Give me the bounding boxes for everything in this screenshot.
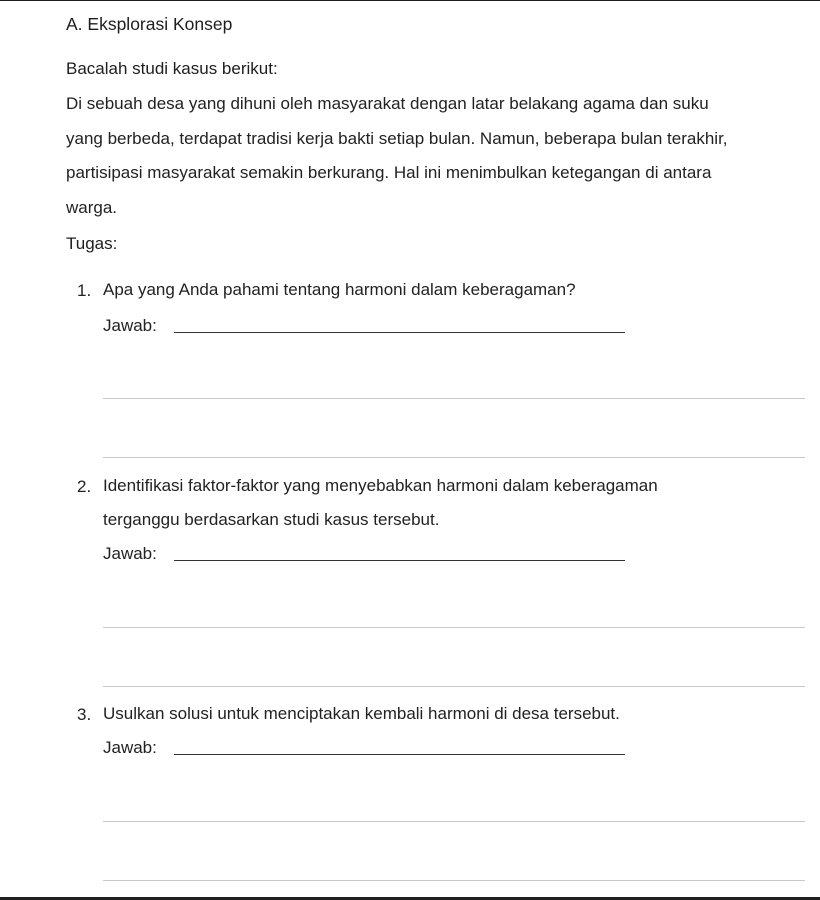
- answer-line[interactable]: [103, 686, 805, 687]
- tasks-heading: Tugas:: [66, 234, 118, 253]
- answer-line[interactable]: [103, 880, 805, 881]
- answer-inline-line[interactable]: [174, 560, 625, 561]
- section-title: A. Eksplorasi Konsep: [66, 14, 233, 34]
- question-number: 3.: [77, 705, 92, 724]
- answer-label: Jawab:: [103, 738, 157, 757]
- case-study-text: Di sebuah desa yang dihuni oleh masyarakat dengan latar belakang agama dan suku yang berbeda, terdapat tradisi kerja bakti setiap bulan. Namun, beberapa bulan terakhir, partisipasi masyarakat semakin berkurang. Hal ini menimbulkan ketegangan di antara warga.: [66, 94, 728, 217]
- question-text: Identifikasi faktor-faktor yang menyebabkan harmoni dalam keberagaman terganggu berdasarkan studi kasus tersebut.: [103, 476, 658, 529]
- question-text: Apa yang Anda pahami tentang harmoni dalam keberagaman?: [103, 280, 576, 299]
- answer-line[interactable]: [103, 457, 805, 458]
- answer-line[interactable]: [103, 398, 805, 399]
- case-study-intro: Bacalah studi kasus berikut:: [66, 59, 278, 78]
- answer-inline-line[interactable]: [174, 754, 625, 755]
- question-text: Usulkan solusi untuk menciptakan kembali harmoni di desa tersebut.: [103, 704, 620, 723]
- answer-inline-line[interactable]: [174, 332, 625, 333]
- answer-line[interactable]: [103, 821, 805, 822]
- question-number: 2.: [77, 477, 92, 496]
- question-number: 1.: [77, 281, 92, 300]
- answer-label: Jawab:: [103, 544, 157, 563]
- answer-line[interactable]: [103, 627, 805, 628]
- answer-label: Jawab:: [103, 316, 157, 335]
